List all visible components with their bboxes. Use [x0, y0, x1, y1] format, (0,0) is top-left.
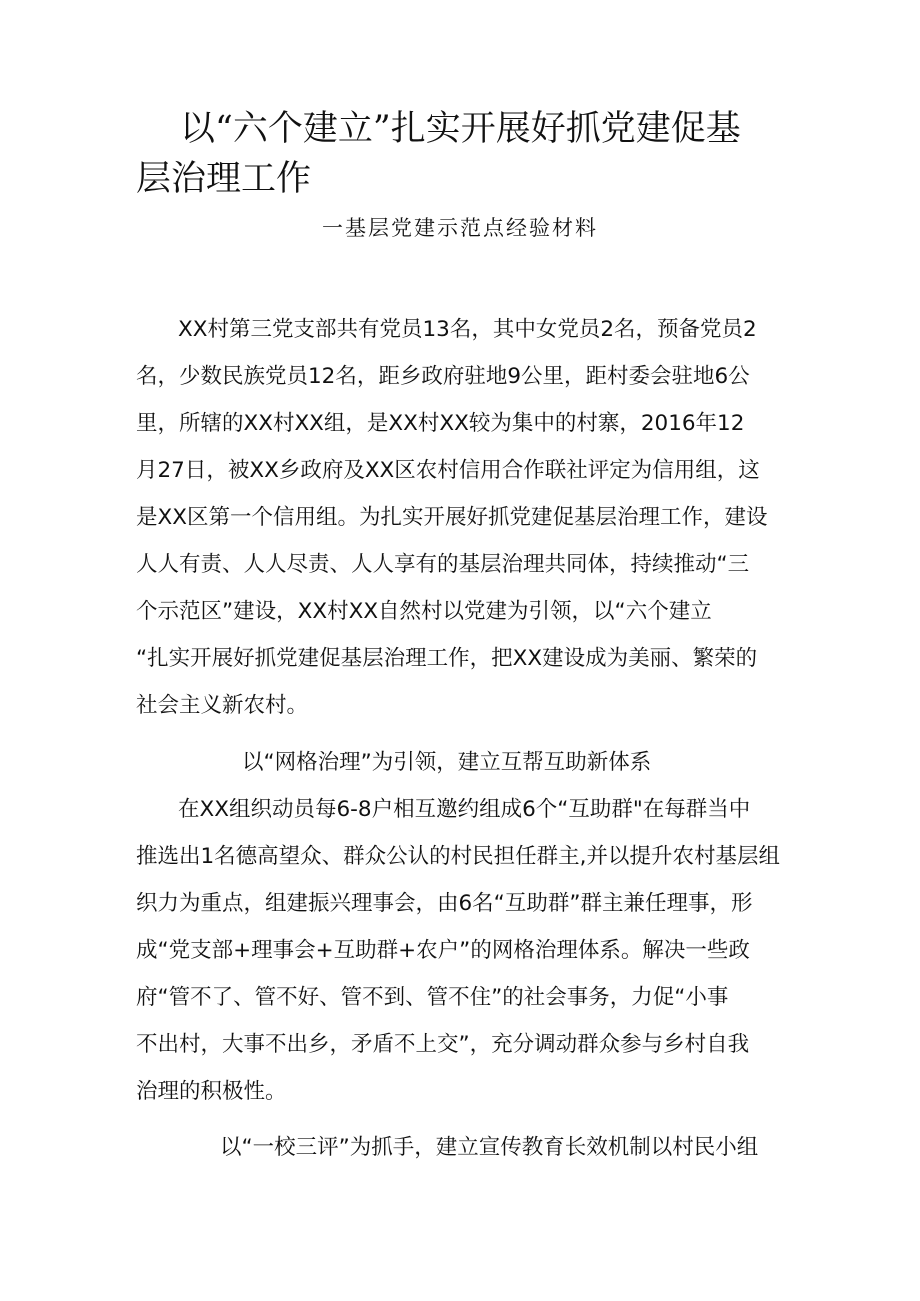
title-line-2: 层治理工作: [136, 159, 312, 199]
paragraph-line: 社会主义新农村。: [136, 693, 309, 718]
document-title: [136, 104, 786, 204]
paragraph-line: 府“管不了、管不好、管不到、管不住”的社会事务，力促“小事: [136, 985, 729, 1010]
paragraph-line: 治理的积极性。: [136, 1079, 287, 1104]
paragraph-line: 里，所辖的XX村XX组，是XX村XX较为集中的村寨，2016年12: [136, 411, 745, 436]
section-heading-1: 以“网格治理”为引领，建立互帮互助新体系: [242, 750, 652, 775]
paragraph-line: 个示范区”建设，XX村XX自然村以党建为引领，以“六个建立: [136, 599, 712, 624]
paragraph-line: 织力为重点，组建振兴理事会，由6名“互助群”群主兼任理事，形: [136, 891, 753, 916]
paragraph-line: 人人有责、人人尽责、人人享有的基层治理共同体，持续推动“三: [136, 552, 750, 577]
paragraph-line: 名，少数民族党员12名，距乡政府驻地9公里，距村委会驻地6公: [136, 364, 750, 389]
document-subtitle: 一基层党建示范点经验材料: [322, 216, 598, 240]
paragraph-line: 推选出1名德高望众、群众公认的村民担任群主,并以提升农村基层组: [136, 844, 781, 869]
paragraph-line: 是XX区第一个信用组。为扎实开展好抓党建促基层治理工作，建设: [136, 505, 768, 530]
paragraph-line: 成“党支部+理事会+互助群+农户”的网格治理体系。解决一些政: [136, 938, 750, 963]
paragraph-line: 月27日，被XX乡政府及XX区农村信用合作联社评定为信用组，这: [136, 458, 760, 483]
paragraph-line: “扎实开展好抓党建促基层治理工作，把XX建设成为美丽、繁荣的: [136, 646, 758, 671]
paragraph-line: XX村第三党支部共有党员13名，其中女党员2名，预备党员2: [178, 317, 757, 342]
paragraph-line: 在XX组织动员每6-8户相互邀约组成6个“互助群"在每群当中: [178, 797, 751, 822]
section-heading-2: 以“一校三评”为抓手，建立宣传教育长效机制以村民小组: [220, 1135, 759, 1160]
paragraph-line: 不出村，大事不出乡，矛盾不上交”，充分调动群众参与乡村自我: [136, 1032, 750, 1057]
title-line-1: 以“六个建立”扎实开展好抓党建促基: [180, 109, 741, 149]
